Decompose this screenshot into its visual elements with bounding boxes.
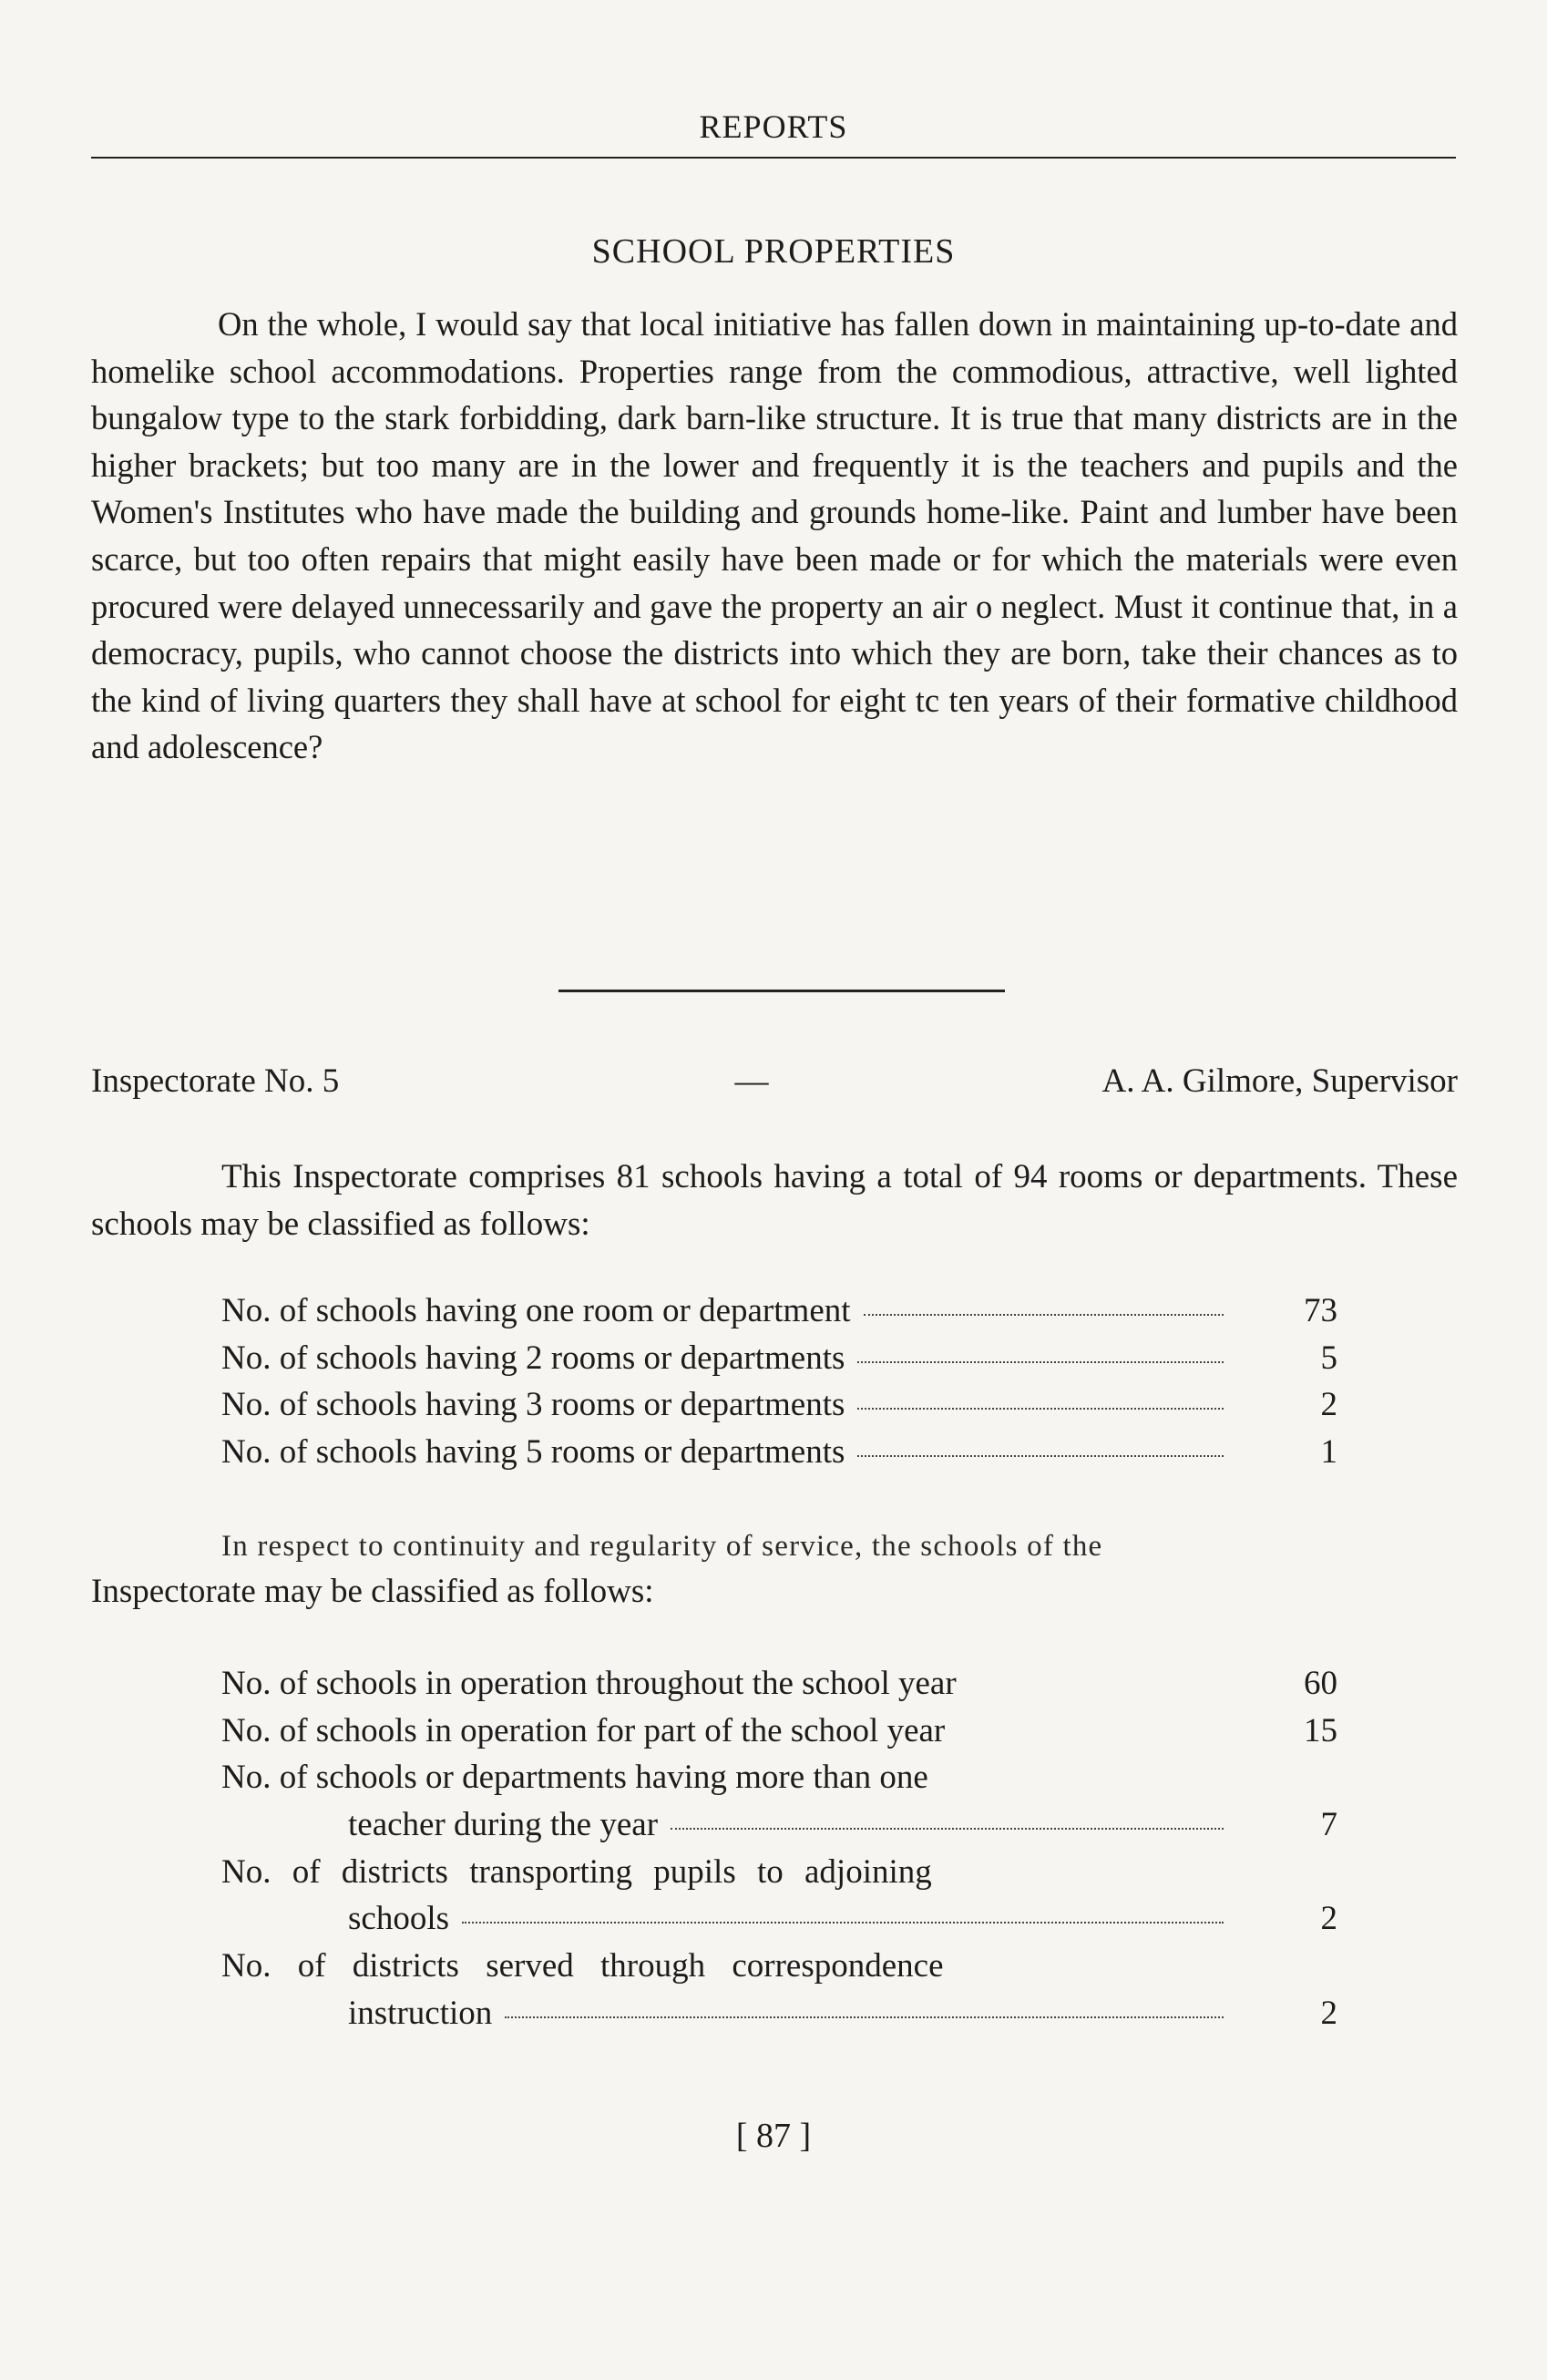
page-number: [ 87 ] [735,2117,812,2155]
table-row [221,1385,1337,1432]
row-label: No. of districts transporting pupils to adjoining [221,1852,932,1891]
row-label-continuation: schools [348,1900,449,1938]
service-table [221,1664,1337,2041]
row-label: No. of districts served through correspondence [221,1947,944,1985]
row-label: No. of schools having one room or department [221,1292,851,1329]
inspectorate-intro: This Inspectorate comprises 81 schools having a total of 94 rooms or departments. These schools may be classified as follows: [91,1158,1458,1243]
inspectorate-heading [91,1062,1458,1111]
row-value: 73 [1304,1292,1337,1329]
dot-leader [505,2016,1224,2018]
continuity-line-1: In respect to continuity and regularity of service, the schools of the [221,1530,1103,1563]
supervisor-name: A. A. Gilmore, Supervisor [1101,1062,1458,1100]
row-value: 5 [1320,1339,1337,1377]
dot-leader [864,1313,1224,1316]
dot-leader [857,1360,1224,1363]
row-value: 2 [1320,1386,1337,1423]
table-row [221,1291,1337,1339]
running-head: REPORTS [699,108,848,145]
row-value: 2 [1320,1900,1337,1938]
dot-leader [671,1827,1224,1830]
table-row-continuation [221,1994,1337,2041]
table-row [221,1432,1337,1480]
dot-leader [462,1921,1224,1923]
row-label: No. of schools having 3 rooms or departments [221,1386,845,1423]
table-row-continuation [221,1805,1337,1852]
row-label: No. of schools in operation throughout the school year [221,1665,957,1702]
table-row-continuation [221,1899,1337,1946]
dot-leader [857,1454,1224,1457]
section-divider [558,990,1005,992]
row-value: 7 [1320,1806,1337,1844]
row-label-continuation: instruction [348,1994,493,2032]
table-row [221,1339,1337,1386]
table-row [221,1711,1337,1759]
row-value: 60 [1304,1665,1337,1702]
row-value: 2 [1320,1994,1337,2032]
section-title: SCHOOL PROPERTIES [591,232,956,271]
header-rule [91,157,1456,159]
table-row [221,1946,1337,1994]
school-properties-paragraph: On the whole, I would say that local initiative has fallen down in maintaining up-to-date and homelike school accommodations. Properties range from the commodious, attractive, well lighted bungalow type to the stark forbidding, dark barn-like structure. It is true that many districts are in the higher brackets; but too many are in the lower and frequently it is the teachers and pupils and the Women's Institutes who have made the building and grounds home-like. Paint and lumber have been scarce, but too often repairs that might easily have been made or for which the materials were even procured were delayed unnecessarily and gave the property an air o neglect. Must it continue that, in a democracy, pupils, who cannot choose the districts into which they are born, take their chances as to the kind of living quarters they shall have at school for eight tc ten years of their formative childhood and adolescence? [91,305,1458,766]
rooms-table [221,1291,1337,1479]
row-label: No. of schools having 2 rooms or departments [221,1339,845,1377]
row-value: 15 [1304,1711,1337,1749]
continuity-paragraph [91,1523,1458,1615]
row-value: 1 [1320,1432,1337,1471]
dot-leader [857,1407,1224,1410]
row-label: No. of schools or departments having more than one [221,1759,928,1797]
row-label: No. of schools in operation for part of the school year [221,1711,946,1749]
row-label: No. of schools having 5 rooms or departments [221,1432,845,1471]
inspectorate-name: Inspectorate No. 5 [91,1062,340,1100]
table-row [221,1852,1337,1900]
heading-dash: — [734,1062,769,1100]
row-label-continuation: teacher during the year [348,1806,659,1844]
continuity-line-2: Inspectorate may be classified as follows: [91,1573,654,1610]
table-row [221,1758,1337,1805]
table-row [221,1664,1337,1711]
